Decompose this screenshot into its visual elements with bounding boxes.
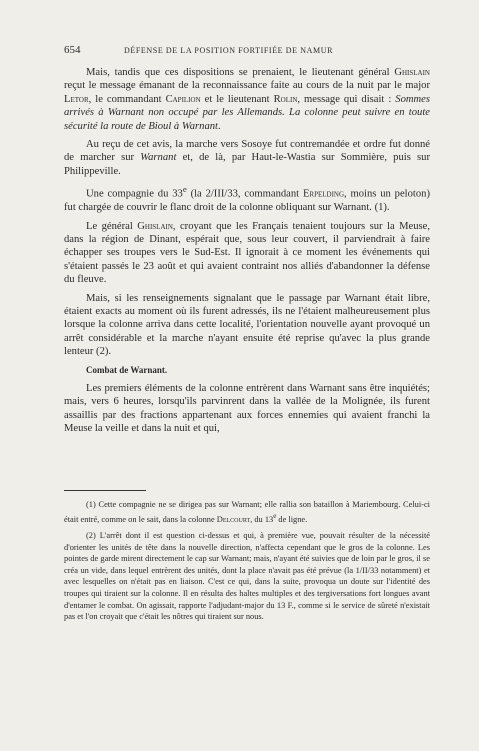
footnote-2: (2) L'arrêt dont il est question ci-dessus et qui, à première vue, pouvait résulter de la nécessité d'orienter les unités de tête dans la nouvelle direction, n'affecta cependant que le gros de la colonne. Les pointes de garde mirent directement le cap sur Warnant; mais, n'ayant été suivies que de loin par le gros, il se créa un vide, dans lequel entrèrent des unités, dont la place n'avait pas été prévue (la 1/II/33 notamment) et avec lesquelles on n'était pas en liaison. C'est ce qui, dans la suite, provoqua un doute sur l'identité des troupes qui tiraient sur la colonne. Il en résulta des haltes multiples et des tergiversations fort longues avant d'entamer le combat. On agissait, rapporte l'adjudant-major du 13 F., comme si le service de sûreté n'existait pas et l'on croyait que c'était les nôtres qui tiraient sur nous. [64, 530, 430, 622]
name-ghislain-2: Ghislain [137, 220, 173, 232]
name-capilion: Capilion [165, 93, 201, 105]
running-title: DÉFENSE DE LA POSITION FORTIFIÉE DE NAMUR [124, 46, 334, 55]
paragraph-2: Au reçu de cet avis, la marche vers Sosoye fut contremandée et ordre fut donné de marcher sur Warnant et, de là, par Haut-le-Wastia sur Sommière, puis sur Philippeville. [64, 139, 430, 177]
place-warnant: Warnant [140, 152, 177, 164]
paragraph-3: Une compagnie du 33e (la 2/III/33, commandant Erpelding, moins un peloton) fut chargée de couvrir le flanc droit de la colonne obliquant sur Warnant. (1). [64, 184, 430, 214]
paragraph-1: Mais, tandis que ces dispositions se prenaient, le lieutenant général Ghislain reçut le message émanant de la reconnaissance faite au cours de la nuit par le major Letor, le commandant Capilion et le lieutenant Rolin, message qui disait : Sommes arrivés à Warnant non occupé par les Allemands. La colonne peut suivre en toute sécurité la route de Bioul à Warnant. [64, 67, 430, 132]
message-quote: Sommes arrivés à Warnant non occupé par les Allemands. La colonne peut suivre en toute sécurité la route de Bioul à Warnant [64, 93, 430, 132]
paragraph-5: Mais, si les renseignements signalant que le passage par Warnant était libre, étaient exacts au moment où ils furent adressés, ils ne l'étaient malheureusement plus lorsque la colonne arriva dans cette localité, l'orientation nouvelle ayant provoqué un arrêt considérable et la marche n'ayant ensuite été reprise qu'avec la plus grande lenteur (2). [64, 292, 430, 358]
footnote-rule [64, 490, 146, 491]
section-title: Combat de Warnant. [86, 364, 168, 375]
main-text [64, 66, 430, 441]
paragraph-6: Les premiers éléments de la colonne entrèrent dans Warnant sans être inquiétés; mais, vers 6 heures, lorsqu'ils parvinrent dans la vallée de la Molignée, ils furent assaillis par des fractions appartenant aux forces ennemies qui avaient franchi la Meuse la veille et dans la nuit et qui, [64, 383, 430, 435]
name-delcourt: Delcourt [216, 514, 251, 524]
paragraph-4: Le général Ghislain, croyant que les Français tenaient toujours sur la Meuse, dans la région de Dinant, espérait que, sous leur couvert, il parviendrait à faire échapper ses troupes vers le Sud-Est. Il ignorait à ce moment les événements qui s'étaient passés le 23 août et qui avaient contraint nos alliés d'abandonner la défense du fleuve. [64, 220, 430, 286]
footnote-1: (1) Cette compagnie ne se dirigea pas sur Warnant; elle rallia son bataillon à Mariembourg. Celui-ci était entré, comme on le sait, dans la colonne Delcourt, du 13e de ligne. [64, 500, 430, 524]
name-rolin: Rolin [273, 93, 298, 105]
name-letor: Letor [64, 93, 89, 105]
name-erpelding: Erpelding [302, 188, 345, 200]
name-ghislain: Ghislain [394, 67, 430, 78]
footnotes [64, 490, 430, 628]
page-number: 654 [64, 44, 81, 56]
